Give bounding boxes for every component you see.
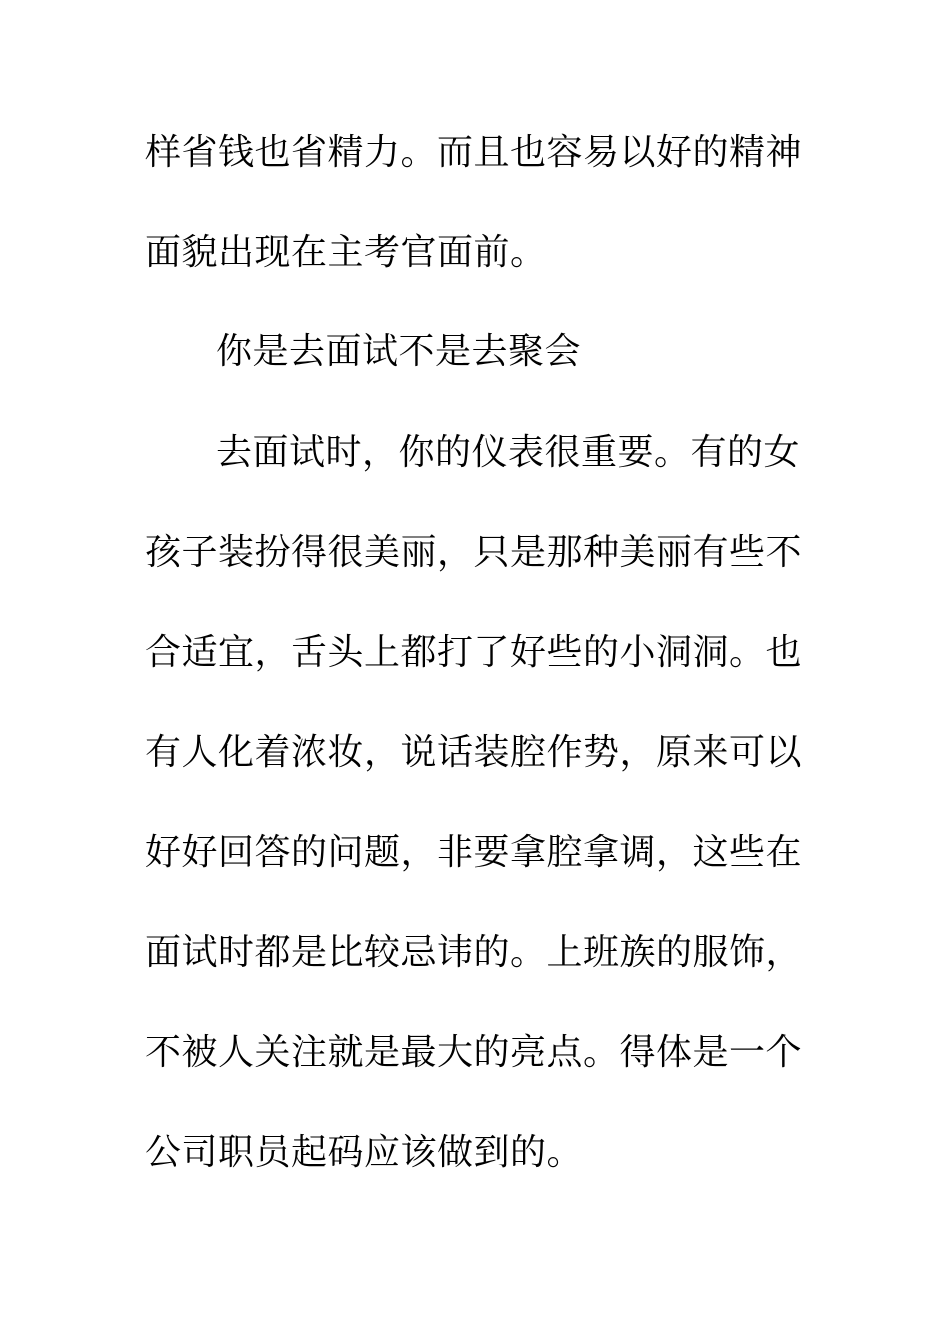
paragraph-line-9: 不被人关注就是最大的亮点。得体是一个 xyxy=(145,1032,803,1073)
paragraph-line-7: 好好回答的问题，非要拿腔拿调，这些在 xyxy=(145,832,803,873)
paragraph-line-1: 样省钱也省精力。而且也容易以好的精神 xyxy=(145,132,803,173)
section-heading: 你是去面试不是去聚会 xyxy=(216,331,582,372)
paragraph-line-8: 面试时都是比较忌讳的。上班族的服饰， xyxy=(145,932,803,973)
paragraph-line-6: 有人化着浓妆，说话装腔作势，原来可以 xyxy=(145,732,803,773)
paragraph-line-2: 面貌出现在主考官面前。 xyxy=(145,232,547,273)
paragraph-line-5: 合适宜，舌头上都打了好些的小洞洞。也 xyxy=(145,632,803,673)
paragraph-line-3: 去面试时，你的仪表很重要。有的女 xyxy=(216,432,801,473)
paragraph-line-10: 公司职员起码应该做到的。 xyxy=(145,1132,584,1173)
paragraph-line-4: 孩子装扮得很美丽，只是那种美丽有些不 xyxy=(145,532,803,573)
